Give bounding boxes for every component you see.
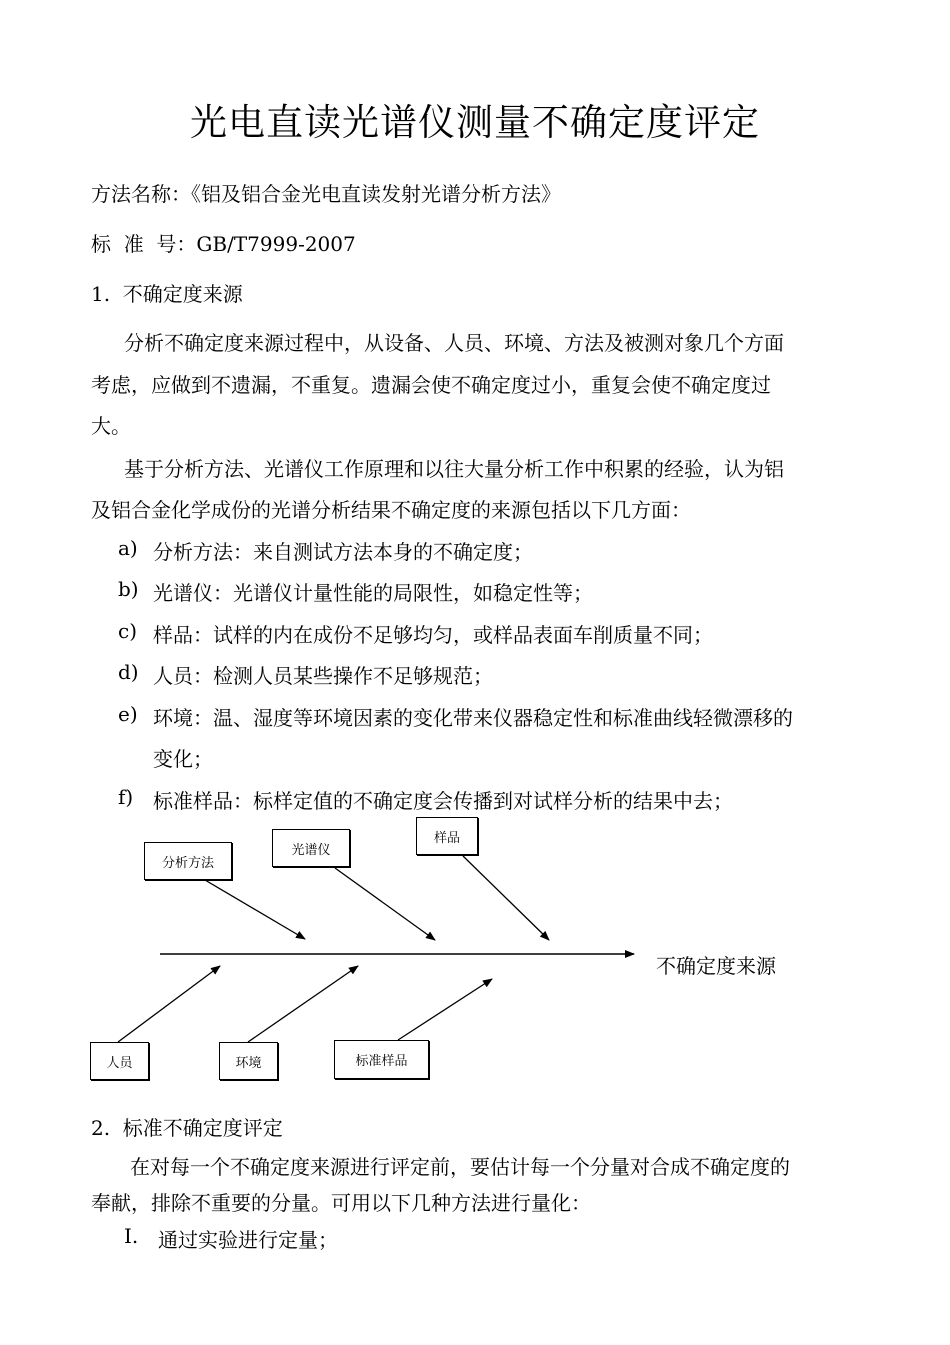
- cause-box-reference-sample: 标准样品: [334, 1040, 429, 1079]
- branch-arrow-personnel: [118, 966, 220, 1042]
- list-marker: e): [118, 702, 138, 726]
- list-item-text: 光谱仪：光谱仪计量性能的局限性，如稳定性等；: [153, 581, 593, 605]
- list-item-text: 样品：试样的内在成份不足够均匀，或样品表面车削质量不同；: [153, 623, 713, 647]
- section1-heading: 1. 不确定度来源: [91, 282, 243, 306]
- list-item-text: 分析方法：来自测试方法本身的不确定度；: [153, 540, 533, 564]
- section1-para2-line2: 及铝合金化学成份的光谱分析结果不确定度的来源包括以下几方面：: [91, 498, 691, 522]
- list-marker: c): [118, 619, 138, 643]
- branch-arrow-spectrometer: [335, 868, 435, 940]
- section1-para1-line1: 分析不确定度来源过程中，从设备、人员、环境、方法及被测对象几个方面: [124, 331, 784, 355]
- branch-arrow-method: [205, 880, 305, 939]
- cause-box-personnel: 人员: [90, 1042, 149, 1080]
- branch-arrow-reference-sample: [398, 979, 492, 1040]
- list-marker: a): [118, 536, 138, 560]
- list-item-continuation: 变化；: [153, 747, 213, 771]
- list-item-text: 标准样品：标样定值的不确定度会传播到对试样分析的结果中去；: [153, 789, 733, 813]
- branch-arrow-environment: [248, 966, 358, 1042]
- list-item-text: 通过实验进行定量；: [158, 1228, 338, 1252]
- standard-number-line: 标 准 号：GB/T7999-2007: [91, 232, 356, 256]
- list-marker: f): [118, 785, 134, 809]
- cause-box-sample: 样品: [416, 817, 478, 855]
- list-item-text: 环境：温、湿度等环境因素的变化带来仪器稳定性和标准曲线轻微漂移的: [153, 706, 793, 730]
- list-marker: d): [118, 660, 139, 684]
- list-marker: b): [118, 577, 139, 601]
- list-marker: I.: [124, 1224, 139, 1248]
- section1-para1-line3: 大。: [91, 414, 131, 438]
- cause-effect-diagram: [0, 800, 950, 1100]
- section2-para-line2: 奉献，排除不重要的分量。可用以下几种方法进行量化：: [91, 1191, 591, 1215]
- section1-para1-line2: 考虑，应做到不遗漏，不重复。遗漏会使不确定度过小，重复会使不确定度过: [91, 373, 771, 397]
- section2-heading: 2. 标准不确定度评定: [91, 1116, 283, 1140]
- effect-label: 不确定度来源: [656, 954, 776, 978]
- cause-box-method: 分析方法: [144, 842, 232, 880]
- cause-box-environment: 环境: [219, 1042, 278, 1080]
- document-title: 光电直读光谱仪测量不确定度评定: [190, 101, 760, 144]
- list-item-text: 人员：检测人员某些操作不足够规范；: [153, 664, 493, 688]
- cause-box-spectrometer: 光谱仪: [272, 829, 350, 867]
- section2-para-line1: 在对每一个不确定度来源进行评定前，要估计每一个分量对合成不确定度的: [130, 1155, 790, 1179]
- method-name-line: 方法名称：《铝及铝合金光电直读发射光谱分析方法》: [91, 182, 561, 206]
- section1-para2-line1: 基于分析方法、光谱仪工作原理和以往大量分析工作中积累的经验，认为铝: [124, 457, 784, 481]
- branch-arrow-sample: [463, 856, 549, 940]
